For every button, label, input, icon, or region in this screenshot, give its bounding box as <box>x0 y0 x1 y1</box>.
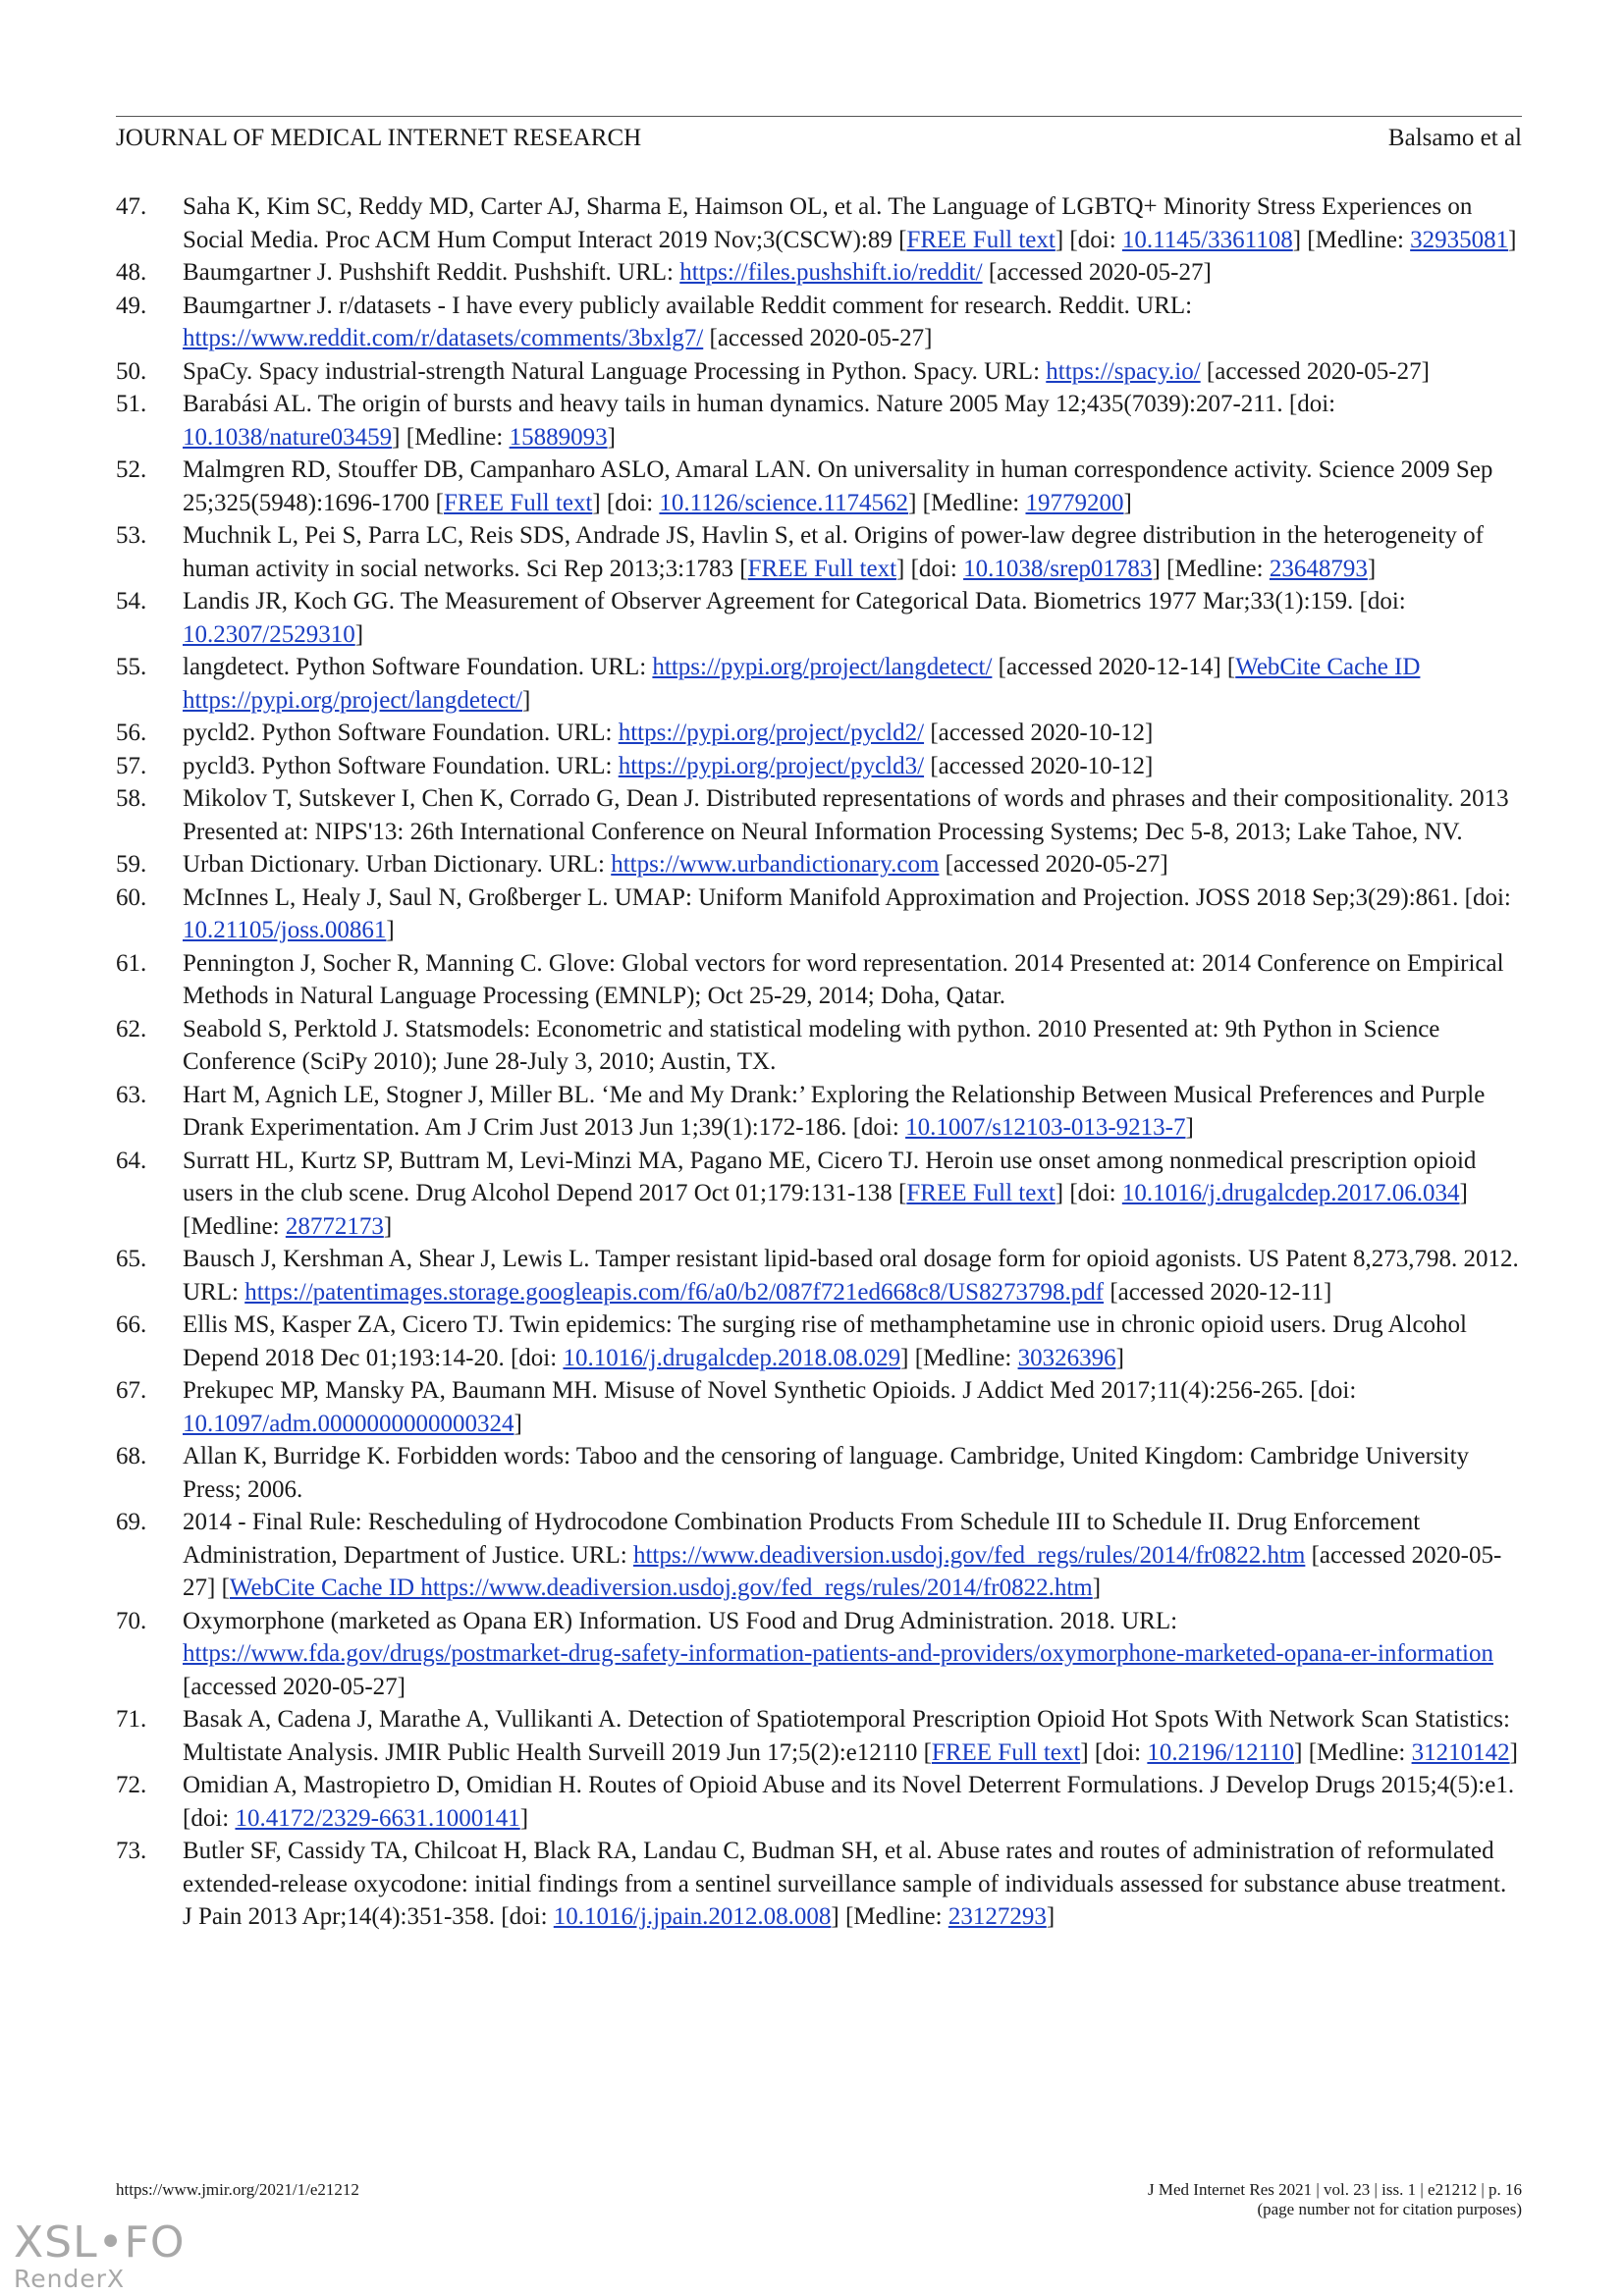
reference-segment: ] <box>1367 555 1377 582</box>
reference-link[interactable]: 30326396 <box>1017 1344 1116 1371</box>
reference-segment: Bausch J, Kershman A, Shear J, Lewis L. Tamper resistant lipid-based oral dosage form for opioid agonists. US Patent 8,273,798. 2012. URL: <box>183 1246 1519 1306</box>
reference-segment: SpaCy. Spacy industrial-strength Natural Language Processing in Python. Spacy. URL: <box>183 357 1047 385</box>
reference-segment: ] [Medline: <box>183 1180 1468 1240</box>
reference-segment: ] <box>1123 489 1132 516</box>
reference-link[interactable]: 10.1016/j.drugalcdep.2018.08.029 <box>563 1344 901 1371</box>
reference-link[interactable]: https://www.fda.gov/drugs/postmarket-drug-safety-information-patients-and-providers/oxymorphone-marketed-opana-er-information <box>183 1640 1493 1667</box>
reference-number: 55. <box>116 654 147 680</box>
reference-number: 60. <box>116 883 147 911</box>
reference-text <box>183 851 1168 878</box>
reference-link[interactable]: https://pypi.org/project/pycld2/ <box>618 720 925 746</box>
reference-segment: Saha K, Kim SC, Reddy MD, Carter AJ, Sharma E, Haimson OL, et al. The Language of LGBTQ+ Minority Stress Experiences on Social Media. Proc ACM Hum Comput Interact 2019 Nov;3(CSCW):89 [ <box>183 193 1473 253</box>
xslfo-renderx-logo <box>14 2217 186 2293</box>
reference-segment: Pennington J, Socher R, Manning C. Glove: Global vectors for word representation. 2014 Presented at: 2014 Conference on Empirical Methods in Natural Language Processing (EMNLP); Oct 25-29, 2014; Doha, Qatar. <box>183 949 1504 1009</box>
reference-segment: [accessed 2020-10-12] <box>924 752 1154 779</box>
reference-segment: langdetect. Python Software Foundation. URL: <box>183 654 653 680</box>
citation-note: (page number not for citation purposes) <box>1257 2200 1522 2218</box>
logo-line-1: XSL•FO <box>14 2217 186 2268</box>
reference-segment: Butler SF, Cassidy TA, Chilcoat H, Black RA, Landau C, Budman SH, et al. Abuse rates and routes of administration of reformulated extended-release oxycodone: initial findings from a sentinel surveillance sample of individuals assessed for substance abuse treatment. J Pain 2013 Apr;14(4):351-358. [doi: <box>183 1838 1507 1930</box>
reference-link[interactable]: https://www.deadiversion.usdoj.gov/fed_regs/rules/2014/fr0822.htm <box>632 1541 1306 1569</box>
reference-text <box>183 785 1509 845</box>
reference-segment: Malmgren RD, Stouffer DB, Campanharo ASLO, Amaral LAN. On universality in human correspondence activity. Science 2009 Sep 25;325(5948):1696-1700 [ <box>183 456 1493 516</box>
reference-segment: [accessed 2020-05-27] <box>1200 357 1430 385</box>
reference-number: 65. <box>116 1246 147 1272</box>
reference-segment: Allan K, Burridge K. Forbidden words: Taboo and the censoring of language. Cambridge, United Kingdom: Cambridge University Press; 2006. <box>183 1443 1470 1503</box>
article-url[interactable]: https://www.jmir.org/2021/1/e21212 <box>116 2180 359 2199</box>
reference-segment: ] <box>514 1410 522 1437</box>
reference-item <box>116 848 1522 881</box>
reference-link[interactable]: 10.1145/3361108 <box>1121 226 1293 253</box>
reference-link[interactable]: 10.1038/srep01783 <box>963 555 1153 582</box>
reference-text <box>183 456 1492 516</box>
reference-text <box>183 193 1516 253</box>
reference-text <box>183 720 1153 746</box>
reference-item <box>116 651 1522 717</box>
reference-number: 49. <box>116 292 147 319</box>
reference-segment: ] <box>1092 1575 1102 1601</box>
reference-link[interactable]: WebCite Cache ID https://pypi.org/project/langdetect/ <box>183 654 1421 714</box>
reference-segment: McInnes L, Healy J, Saul N, Großberger L. UMAP: Uniform Manifold Approximation and Projection. JOSS 2018 Sep;3(29):861. [doi: <box>183 883 1511 911</box>
reference-segment: ] [doi: <box>592 489 660 516</box>
logo-line-2: RenderX <box>14 2265 126 2293</box>
journal-title: JOURNAL OF MEDICAL INTERNET RESEARCH <box>116 125 642 151</box>
reference-segment: ] <box>519 1804 529 1832</box>
reference-link[interactable]: FREE Full text <box>747 555 897 582</box>
reference-segment: [accessed 2020-12-14] [ <box>992 654 1236 680</box>
reference-text <box>183 1509 1501 1601</box>
reference-segment: Urban Dictionary. Urban Dictionary. URL: <box>183 851 612 878</box>
reference-segment: ] [doi: <box>1055 226 1122 253</box>
reference-segment: ] [doi: <box>1055 1180 1122 1206</box>
reference-text <box>183 1608 1493 1700</box>
reference-segment: Baumgartner J. Pushshift Reddit. Pushshift. URL: <box>183 259 680 286</box>
reference-number: 71. <box>116 1706 147 1733</box>
reference-segment: ] <box>383 1212 393 1240</box>
reference-item <box>116 1769 1522 1835</box>
reference-segment: ] [Medline: <box>908 489 1026 516</box>
reference-link[interactable]: https://spacy.io/ <box>1046 357 1201 385</box>
reference-segment: [accessed 2020-05-27] <box>982 259 1212 286</box>
reference-number: 57. <box>116 752 147 779</box>
citation-line: J Med Internet Res 2021 | vol. 23 | iss. 1 | e21212 | p. 16 <box>1148 2180 1522 2199</box>
reference-link[interactable]: https://www.reddit.com/r/datasets/comments/3bxlg7/ <box>183 325 704 351</box>
reference-segment: [accessed 2020-10-12] <box>924 720 1154 746</box>
reference-number: 53. <box>116 522 147 549</box>
reference-segment: ] [Medline: <box>1292 226 1411 253</box>
header-rule <box>116 116 1522 117</box>
reference-number: 51. <box>116 391 147 417</box>
reference-number: 64. <box>116 1147 147 1174</box>
reference-link[interactable]: FREE Full text <box>443 489 593 516</box>
reference-link[interactable]: https://files.pushshift.io/reddit/ <box>679 259 983 286</box>
reference-item <box>116 881 1522 947</box>
reference-link[interactable]: 10.1097/adm.0000000000000324 <box>183 1410 514 1437</box>
reference-item <box>116 1703 1522 1769</box>
reference-link[interactable]: 23648793 <box>1269 555 1368 582</box>
reference-link[interactable]: 10.1126/science.1174562 <box>659 489 909 516</box>
reference-link[interactable]: 10.4172/2329-6631.1000141 <box>235 1804 520 1832</box>
reference-number: 69. <box>116 1509 147 1535</box>
reference-segment: Mikolov T, Sutskever I, Chen K, Corrado G, Dean J. Distributed representations of words and phrases and their compositionality. 2013 Presented at: NIPS'13: 26th International Conference on Neural Information Processing Systems; Dec 5-8, 2013; Lake Tahoe, NV. <box>183 785 1509 845</box>
reference-link[interactable]: 10.2196/12110 <box>1147 1738 1295 1766</box>
reference-text <box>183 753 1153 779</box>
reference-item <box>116 1308 1522 1374</box>
reference-link[interactable]: 10.1016/j.jpain.2012.08.008 <box>553 1903 832 1930</box>
reference-text <box>183 1016 1439 1076</box>
reference-segment: ] [Medline: <box>1294 1738 1412 1766</box>
reference-text <box>183 1311 1467 1371</box>
reference-link[interactable]: 19779200 <box>1025 489 1124 516</box>
reference-segment: ] <box>1508 226 1517 253</box>
reference-link[interactable]: https://patentimages.storage.googleapis.com/f6/a0/b2/087f721ed668c8/US8273798.pdf <box>244 1278 1105 1306</box>
reference-text <box>183 1377 1356 1437</box>
reference-text <box>183 391 1335 451</box>
reference-number: 50. <box>116 357 147 385</box>
reference-item <box>116 1605 1522 1704</box>
reference-number: 68. <box>116 1443 147 1469</box>
reference-text <box>183 293 1192 352</box>
reference-item <box>116 750 1522 783</box>
reference-item <box>116 355 1522 389</box>
citation-block <box>1148 2180 1522 2219</box>
reference-item <box>116 1013 1522 1079</box>
reference-item <box>116 782 1522 848</box>
reference-link[interactable]: 10.2307/2529310 <box>183 620 355 648</box>
reference-link[interactable]: 23127293 <box>947 1903 1047 1930</box>
reference-segment: [accessed 2020-05-27] <box>939 851 1168 878</box>
reference-number: 63. <box>116 1081 147 1108</box>
reference-item <box>116 1374 1522 1440</box>
reference-link[interactable]: https://www.urbandictionary.com <box>611 851 940 878</box>
reference-segment: Hart M, Agnich LE, Stogner J, Miller BL. ‘Me and My Drank:’ Exploring the Relationship Between Musical Preferences and Purple Drank Experimentation. Am J Crim Just 2013 Jun 1;39(1):172-186. [doi: <box>183 1081 1486 1141</box>
reference-segment: pycld2. Python Software Foundation. URL: <box>183 720 619 746</box>
reference-link[interactable]: 10.1007/s12103-013-9213-7 <box>905 1114 1186 1141</box>
reference-number: 73. <box>116 1838 147 1864</box>
reference-segment: ] [Medline: <box>1152 555 1270 582</box>
reference-text <box>183 884 1511 944</box>
reference-segment: ] <box>386 917 395 943</box>
reference-segment: ] <box>607 423 616 451</box>
reference-segment: ] [Medline: <box>392 423 510 451</box>
reference-text <box>183 358 1430 385</box>
reference-text <box>183 1772 1514 1832</box>
reference-segment: [accessed 2020-05-27] [ <box>183 1541 1502 1601</box>
reference-segment: 2014 - Final Rule: Rescheduling of Hydrocodone Combination Products From Schedule III to Schedule II. Drug Enforcement Administration, Department of Justice. URL: <box>183 1509 1421 1569</box>
reference-item <box>116 1440 1522 1506</box>
reference-segment: Oxymorphone (marketed as Opana ER) Information. US Food and Drug Administration. 2018. URL: <box>183 1607 1178 1634</box>
reference-link[interactable]: 10.21105/joss.00861 <box>183 917 387 943</box>
reference-item <box>116 256 1522 290</box>
reference-item <box>116 388 1522 454</box>
reference-number: 56. <box>116 720 147 746</box>
reference-segment: Muchnik L, Pei S, Parra LC, Reis SDS, Andrade JS, Havlin S, et al. Origins of power-law degree distribution in the heterogeneity of human activity in social networks. Sci Rep 2013;3:1783 [ <box>183 522 1484 582</box>
reference-number: 59. <box>116 851 147 878</box>
reference-segment: ] <box>354 620 364 648</box>
reference-segment: Ellis MS, Kasper ZA, Cicero TJ. Twin epidemics: The surging rise of methamphetamine use in chronic opioid users. Drug Alcohol Depend 2018 Dec 01;193:14-20. [doi: <box>183 1311 1467 1371</box>
reference-segment: Barabási AL. The origin of bursts and heavy tails in human dynamics. Nature 2005 May 12;435(7039):207-211. [doi: <box>183 391 1336 417</box>
reference-link[interactable]: WebCite Cache ID https://www.deadiversion.usdoj.gov/fed_regs/rules/2014/fr0822.htm <box>229 1575 1093 1601</box>
reference-segment: [accessed 2020-12-11] <box>1104 1278 1332 1306</box>
running-authors: Balsamo et al <box>1387 125 1522 151</box>
reference-number: 61. <box>116 949 147 977</box>
reference-text <box>183 1148 1476 1240</box>
reference-number: 58. <box>116 785 147 812</box>
reference-link[interactable]: FREE Full text <box>931 1738 1081 1766</box>
reference-segment: ] <box>1046 1903 1056 1930</box>
reference-segment: pycld3. Python Software Foundation. URL: <box>183 752 619 779</box>
reference-segment: ] <box>1185 1114 1194 1141</box>
reference-item <box>116 1079 1522 1145</box>
reference-link[interactable]: FREE Full text <box>906 226 1056 253</box>
reference-text <box>183 950 1504 1010</box>
reference-segment: ] [doi: <box>896 555 964 582</box>
reference-text <box>183 1706 1518 1766</box>
reference-link[interactable]: FREE Full text <box>906 1180 1056 1206</box>
reference-number: 66. <box>116 1311 147 1338</box>
reference-segment: [accessed 2020-05-27] <box>183 1673 406 1700</box>
reference-segment: Omidian A, Mastropietro D, Omidian H. Routes of Opioid Abuse and its Novel Deterrent Formulations. J Develop Drugs 2015;4(5):e1. [doi: <box>183 1772 1515 1832</box>
reference-link[interactable]: 10.1038/nature03459 <box>183 423 393 451</box>
reference-segment: ] [doi: <box>1080 1738 1148 1766</box>
reference-item <box>116 1145 1522 1244</box>
reference-text <box>183 654 1420 714</box>
reference-link[interactable]: 15889093 <box>509 423 608 451</box>
reference-number: 62. <box>116 1015 147 1042</box>
reference-segment: Landis JR, Koch GG. The Measurement of Observer Agreement for Categorical Data. Biometrics 1977 Mar;33(1):159. [doi: <box>183 588 1406 614</box>
reference-number: 72. <box>116 1772 147 1798</box>
reference-text <box>183 259 1212 286</box>
reference-segment: Baumgartner J. r/datasets - I have every publicly available Reddit comment for research. Reddit. URL: <box>183 292 1193 319</box>
reference-item <box>116 1506 1522 1605</box>
reference-link[interactable]: https://pypi.org/project/langdetect/ <box>652 654 993 680</box>
reference-list <box>116 190 1522 1934</box>
reference-segment: Surratt HL, Kurtz SP, Buttram M, Levi-Minzi MA, Pagano ME, Cicero TJ. Heroin use onset among nonmedical prescription opioid users in the club scene. Drug Alcohol Depend 2017 Oct 01;179:131-138 [ <box>183 1147 1477 1206</box>
reference-item <box>116 717 1522 750</box>
reference-item <box>116 190 1522 256</box>
reference-segment: ] <box>1115 1344 1124 1371</box>
reference-link[interactable]: 10.1016/j.drugalcdep.2017.06.034 <box>1121 1180 1460 1206</box>
reference-text <box>183 522 1484 582</box>
reference-number: 48. <box>116 259 147 286</box>
reference-item <box>116 519 1522 585</box>
reference-text <box>183 1838 1506 1930</box>
reference-text <box>183 1082 1485 1142</box>
reference-segment: ] <box>1509 1738 1518 1766</box>
reference-segment: ] [Medline: <box>900 1344 1018 1371</box>
reference-segment: Seabold S, Perktold J. Statsmodels: Econometric and statistical modeling with python. 2010 Presented at: 9th Python in Science Conference (SciPy 2010); June 28-July 3, 2010; Austin, TX. <box>183 1015 1440 1075</box>
reference-segment: [accessed 2020-05-27] <box>703 325 933 351</box>
reference-link[interactable]: 28772173 <box>285 1212 384 1240</box>
reference-number: 70. <box>116 1607 147 1634</box>
reference-text <box>183 1246 1519 1306</box>
reference-link[interactable]: https://pypi.org/project/pycld3/ <box>618 752 925 779</box>
reference-segment: Basak A, Cadena J, Marathe A, Vullikanti A. Detection of Spatiotemporal Prescription Opioid Hot Spots With Network Scan Statistics: Multistate Analysis. JMIR Public Health Surveill 2019 Jun 17;5(2):e12110 [ <box>183 1706 1510 1766</box>
reference-text <box>183 588 1406 648</box>
reference-number: 52. <box>116 456 147 483</box>
reference-item <box>116 585 1522 651</box>
reference-item <box>116 1243 1522 1308</box>
reference-text <box>183 1443 1469 1503</box>
reference-segment: Prekupec MP, Mansky PA, Baumann MH. Misuse of Novel Synthetic Opioids. J Addict Med 2017;11(4):256-265. [doi: <box>183 1377 1357 1404</box>
reference-item <box>116 1835 1522 1934</box>
reference-segment: ] <box>522 686 531 714</box>
reference-link[interactable]: 32935081 <box>1410 226 1509 253</box>
reference-item <box>116 290 1522 355</box>
reference-link[interactable]: 31210142 <box>1411 1738 1510 1766</box>
reference-number: 47. <box>116 193 147 220</box>
reference-segment: ] [Medline: <box>831 1903 948 1930</box>
reference-item <box>116 454 1522 519</box>
reference-item <box>116 947 1522 1013</box>
reference-number: 54. <box>116 588 147 614</box>
reference-number: 67. <box>116 1377 147 1404</box>
